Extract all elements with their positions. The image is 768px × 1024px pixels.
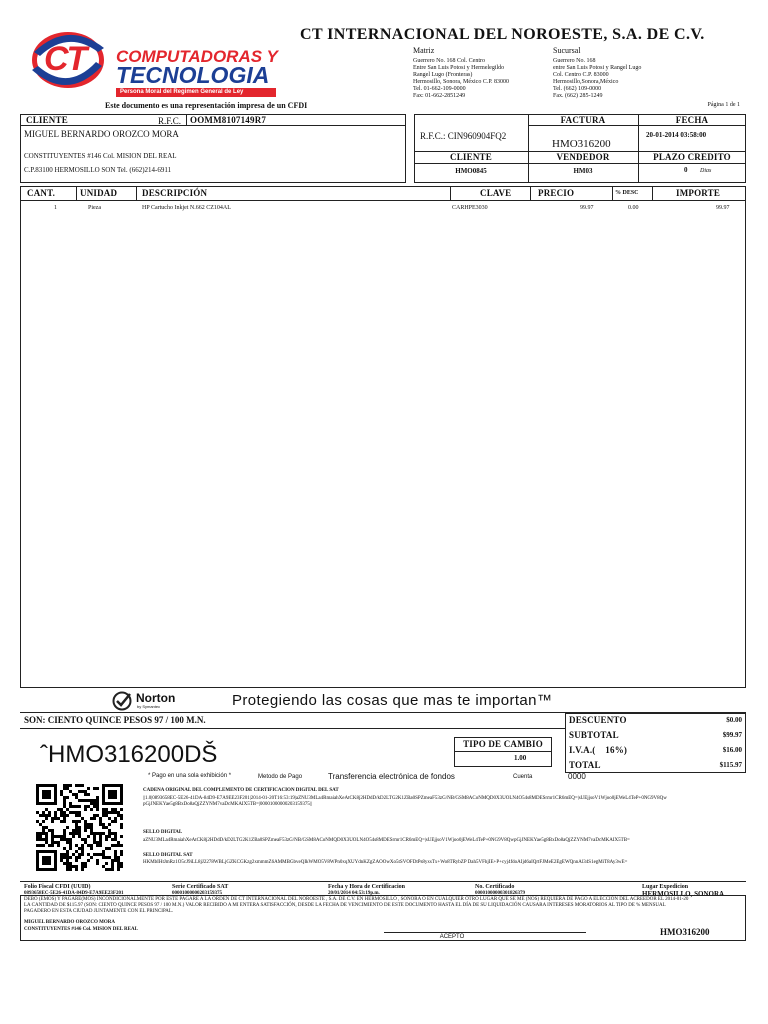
payment-note: * Pago en una sola exhibición * (148, 773, 232, 779)
cert-value: 00001000000301826379 (475, 891, 525, 896)
col-desc: % DESC (615, 190, 639, 196)
norton-banner (20, 689, 746, 713)
sello-sat-label: SELLO DIGITAL SAT (143, 853, 193, 858)
sucursal-heading: Sucursal (553, 46, 581, 55)
col-clave: CLAVE (480, 188, 512, 198)
factura-label: FACTURA (560, 115, 606, 125)
tipo-cambio-value: 1.00 (514, 754, 527, 762)
debtor-address: CONSTITUYENTES #146 Col. MISION DEL REAL (24, 927, 138, 932)
col-descripcion: DESCRIPCIÓN (142, 188, 208, 198)
client-address1: CONSTITUYENTES #146 Col. MISION DEL REAL (24, 152, 177, 160)
debtor-name: MIGUEL BERNARDO OROZCO MORA (24, 920, 115, 925)
matriz-line: Hermosillo, Sonora, México C.P. 83000 (413, 79, 509, 85)
factura-value: HMO316200 (552, 138, 611, 150)
serie-label: Serie Certificado SAT (172, 884, 229, 890)
item-precio: 99.97 (580, 205, 594, 211)
matriz-line: Rangel Lugo (Fronteras) (413, 72, 473, 78)
footer-invoice-ref: HMO316200 (660, 927, 710, 937)
total-label-descuento: DESCUENTO (569, 715, 627, 725)
item-unidad: Pieza (88, 205, 101, 211)
total-label-subtotal: SUBTOTAL (569, 730, 619, 740)
plazo-value: 0 (684, 166, 688, 174)
logo-line1: COMPUTADORAS Y (116, 47, 278, 66)
pagare-text: DEBO (EMOS) Y PAGARE(MOS) INCONDICIONALMENTE POR ESTE PAGARE A LA ORDEN DE CT INTERNACIONAL DEL NOROESTE , S.A. DE C.V. EN HERMOSILLO , SONORA O EN CUALQUIER OTRO LUGAR QUE SE ME (NOS) REQUIERA DE PAGO A ELECCIÓN DEL ACREEDOR EL 2014-01-20 LA CANTIDAD DE $115.97 (SON: CIENTO QUINCE PESOS 97 / 100 M.N.) VALOR RECIBIDO A MI ENTERA SATISFACCIÓN, DESDE LA FECHA DE VENCIMIENTO DE ESTE DOCUMENTO HASTA EL DÍA DE SU LIQUIDACIÓN CAUSARA INTERESES MORATORIOS AL TIPO DE % MENSUAL PAGADERO EN ESTA CIUDAD JUNTAMENTE CON EL PRINCIPAL. (24, 897, 689, 914)
sucursal-line: Tel. (662) 109-0000 (553, 86, 602, 92)
norton-check-icon (112, 691, 134, 711)
vendedor-value: HM03 (573, 167, 593, 175)
total-value-subtotal: $99.97 (722, 731, 742, 739)
lugar-label: Lugar Expedicion (642, 884, 689, 890)
sucursal-line: Col. Centro C.P. 83000 (553, 72, 609, 78)
metodo-value: Transferencia electrónica de fondos (328, 772, 455, 781)
total-value-total: $115.97 (719, 761, 742, 769)
client-label: CLIENTE (26, 115, 68, 125)
norton-sub: by Symantec (137, 704, 161, 709)
cadena-title: CADENA ORIGINAL DEL COMPLEMENTO DE CERTIFICACION DIGITAL DEL SAT (143, 788, 339, 793)
plazo-label: PLAZO CREDITO (653, 152, 731, 162)
col-unidad: UNIDAD (80, 188, 118, 198)
norton-brand: Norton (136, 691, 176, 705)
items-table (20, 186, 746, 688)
cert-label: No. Certificado (475, 884, 515, 890)
amount-in-words: SON: CIENTO QUINCE PESOS 97 / 100 M.N. (24, 715, 206, 725)
sucursal-address (553, 44, 693, 100)
fecha-cert-value: 20/01/2014 04:53:19p.m. (328, 891, 380, 896)
issuer-rfc: R.F.C.: CIN960904FQ2 (420, 131, 507, 141)
matriz-line: Fax: 01-662-2851249 (413, 93, 466, 99)
logo-badge: CT (44, 40, 86, 78)
cfdi-note: Este documento es una representación impresa de un CFDI (105, 101, 308, 110)
sucursal-line: entre San Luis Potosi y Rangel Lugo (553, 65, 642, 71)
item-importe: 99.97 (716, 205, 730, 211)
qr-code (30, 784, 130, 872)
col-precio: PRECIO (538, 188, 575, 198)
total-label-total: TOTAL (569, 760, 601, 770)
tipo-cambio-label: TIPO DE CAMBIO (463, 739, 543, 749)
total-value-descuento: $0.00 (726, 716, 742, 724)
signature-line (384, 932, 586, 933)
matriz-line: Guerrero No. 168 Col. Centro (413, 58, 485, 64)
sucursal-line: Hermosillo,Sonora,México (553, 79, 619, 85)
company-logo (28, 22, 278, 104)
cadena-text: ||1.0|0893658EC-5E26-41DA-84D9-E7A9EE23F201|2014-01-20T16:53:19|aZNU3MLa4RmaiahXeAtCK8j2HDdD/kD2LTG2K1ZBa0SPZmeaF53zG/NB/GSM8ACoNMQD0X3UOLN4O54s8MDESrmr1CR6mEQ=|sUEjjsoV1Wjoo0jEWeL4TeP+0NG9V8QwpGjJNEKYae5g8BxDo8aQjZZYNM7vaDcMKAIX5TB=|00001000000203159375|| (143, 796, 667, 807)
item-descripcion: HP Cartucho Inkjet N.662 CZ104AL (142, 205, 231, 211)
fecha-cert-label: Fecha y Hora de Certificacion (328, 884, 405, 890)
page-label: Página 1 de 1 (707, 102, 740, 108)
total-label-iva: I.V.A.( 16%) (569, 745, 628, 755)
client-rfc-value: OOMM8107149R7 (190, 115, 267, 125)
logo-line2: TECNOLOGIA (116, 62, 270, 88)
sucursal-line: Guerrero No. 168 (553, 58, 596, 64)
serie-value: 00001000000203159375 (172, 891, 222, 896)
matriz-heading: Matriz (413, 46, 435, 55)
acepto-label: ACEPTO (439, 934, 465, 940)
item-desc: 0.00 (628, 205, 639, 211)
fecha-label: FECHA (675, 115, 709, 125)
plazo-unit: Dias (700, 168, 712, 174)
matriz-line: Entre San Luis Potosi y Hermelegildo (413, 65, 505, 71)
sello-label: SELLO DIGITAL (143, 830, 183, 835)
item-cant: 1 (54, 205, 57, 211)
lugar-value: HERMOSILLO, SONORA (642, 890, 725, 898)
matriz-line: Tel. 01-662-109-0000 (413, 86, 466, 92)
sello-sat-text: HKMbIHtJmRz1O5cJ9iLL8jJ2278WBLjGZKCGKzg2xmmmZ6AMMBGbveQIkWMO5V8WPn0xqXUYdnKZgZAOOwXo5tSVOFDtPs8yxsTx+Wo8TRybZP Dah5VFhjIE+P+cyj4fdoAIjd6aIQrtFJMeE2EgEWQnnAl34S1egMiT8Ay3wE= (143, 860, 628, 865)
sello-text: aZNU3MLa4RmaiahXeAtCK8j2HDdD/kD2LTG2K1ZBa0SPZmeaF53zG/NB/GSM8ACoNMQD0X3UOLN4O54s8MDESrmr1CR6mEQ=|sUEjjsoV1Wjoo0jEWeL4TeP+0NG9V8QwpGjJNEKYae5g8BxDo8aQjZZYNM7vaDcMKAIX5TB= (143, 838, 630, 843)
client-name: MIGUEL BERNARDO OROZCO MORA (24, 129, 179, 139)
logo-tagline: Persona Moral del Regimen General de Ley (120, 89, 244, 95)
fecha-value: 20-01-2014 03:58:00 (646, 131, 707, 139)
sucursal-line: Fax. (662) 285-1249 (553, 93, 603, 99)
item-clave: CARHPE3030 (452, 205, 488, 211)
norton-slogan: Protegiendo las cosas que mas te importan™ (232, 692, 553, 709)
client-address2: C.P.83100 HERMOSILLO SON Tel. (662)214-6911 (24, 166, 172, 174)
metodo-label: Metodo de Pago (258, 774, 303, 780)
matriz-address (413, 44, 553, 100)
barcode-text: ˆHMO316200DŠ (40, 741, 218, 768)
invoice-client-label: CLIENTE (450, 152, 492, 162)
total-value-iva: $16.00 (722, 746, 742, 754)
cuenta-label: Cuenta (513, 774, 533, 780)
client-rfc-label: R.F.C. (158, 116, 182, 126)
company-name: CT INTERNACIONAL DEL NOROESTE, S.A. DE C.V. (300, 26, 705, 43)
vendedor-label: VENDEDOR (556, 152, 610, 162)
folio-label: Folio Fiscal CFDI (UUID) (24, 884, 91, 890)
cuenta-value: 0000 (568, 772, 586, 781)
col-cant: CANT. (27, 188, 56, 198)
folio-value: 0893658EC-5E26-41DA-84D9-E7A9EE23F201 (24, 891, 124, 896)
col-importe: IMPORTE (676, 188, 721, 198)
invoice-client-value: HMO0845 (455, 167, 487, 175)
